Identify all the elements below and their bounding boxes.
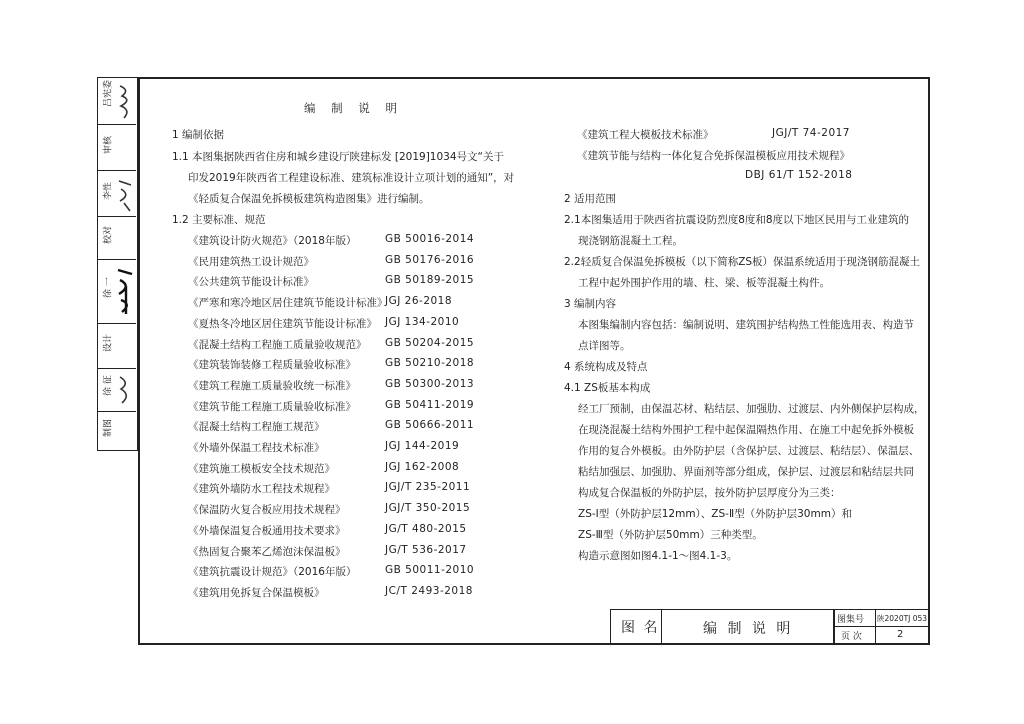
signature-image xyxy=(116,175,134,215)
paragraph-line: 印发2019年陕西省工程建设标准、建筑标准设计立项计划的通知”，对 xyxy=(188,172,515,184)
paragraph-line: 1.1 本图集据陕西省住房和城乡建设厅陕建标发 [2019]1034号文“关于 xyxy=(172,151,504,163)
standard-name: 《混凝土结构工程施工质量验收规范》 xyxy=(188,338,367,351)
standard-name: 《公共建筑节能设计标准》 xyxy=(188,276,314,289)
standard-name: 《民用建筑热工设计规范》 xyxy=(188,255,314,268)
paragraph-line: ZS-Ⅲ型（外防护层50mm）三种类型。 xyxy=(578,529,763,541)
approval-cell-check xyxy=(98,125,136,171)
paragraph-line: 粘结加强层、加强肋、界面剂等部分组成，保护层、过渡层和粘结层共同 xyxy=(578,466,914,478)
standard-code: JC/T 2493-2018 xyxy=(385,584,473,597)
standard-code: GB 50210-2018 xyxy=(385,357,475,370)
standard-code: JGJ 134-2010 xyxy=(385,315,460,328)
paragraph-line: 点详图等。 xyxy=(578,340,631,352)
paragraph-line: 《轻质复合保温免拆模板建筑构造图集》进行编制。 xyxy=(188,193,430,205)
atlas-number: 陕2020TJ 053 xyxy=(877,614,928,623)
standard-name: 《建筑外墙防水工程技术规程》 xyxy=(188,483,335,496)
standard-code: JG/T 536-2017 xyxy=(385,543,467,556)
standard-name: 《建筑抗震设计规范》（2016年版） xyxy=(188,566,357,579)
approval-label: 审核 xyxy=(103,135,114,154)
standard-name: 《建筑节能与结构一体化复合免拆保温模板应用技术规程》 xyxy=(577,150,850,162)
drawing-name-label: 图 名 xyxy=(621,620,660,636)
signature-image xyxy=(116,264,134,320)
approval-cell-design xyxy=(98,324,136,369)
approval-cell-designer xyxy=(98,369,136,412)
paragraph-line: 2.2轻质复合保温免拆模板（以下简称ZS板）保温系统适用于现浇钢筋混凝土 xyxy=(564,256,921,268)
section-heading: 4.1 ZS板基本构成 xyxy=(564,382,651,394)
standard-name: 《外墙保温复合板通用技术要求》 xyxy=(188,524,346,537)
approval-label: 设计 xyxy=(103,333,114,352)
approval-cell-approver xyxy=(98,260,136,324)
approval-cell-proof xyxy=(98,217,136,260)
section-heading: 4 系统构成及特点 xyxy=(564,361,648,373)
approval-cell-drawing xyxy=(98,412,136,450)
standard-code: GB 50011-2010 xyxy=(385,564,475,577)
standard-code: JGJ 144-2019 xyxy=(385,440,460,452)
drawing-title: 编 制 说 明 xyxy=(703,621,794,637)
standard-code: GB 50666-2011 xyxy=(385,419,475,432)
standard-name: 《夏热冬冷地区居住建筑节能设计标准》 xyxy=(188,317,377,330)
approval-cell-reviewer xyxy=(98,78,136,125)
paragraph-line: 构成复合保温板的外防护层，按外防护层厚度分为三类： xyxy=(578,487,841,499)
standard-name: 《严寒和寒冷地区居住建筑节能设计标准》 xyxy=(188,297,388,310)
page-title: 编 制 说 明 xyxy=(304,101,403,115)
standard-code: GB 50016-2014 xyxy=(385,233,475,245)
standard-code: JGJ/T 350-2015 xyxy=(385,502,471,515)
title-block xyxy=(610,609,928,643)
standard-name: 《建筑设计防火规范》（2018年版） xyxy=(188,235,357,247)
section-heading: 3 编制内容 xyxy=(564,298,617,310)
signature-image xyxy=(116,373,134,409)
standard-code: JG/T 480-2015 xyxy=(385,522,467,535)
standard-code: GB 50204-2015 xyxy=(385,336,475,349)
standard-name: 《建筑节能工程施工质量验收标准》 xyxy=(188,400,356,413)
approval-label: 徐 一 xyxy=(103,276,114,298)
standard-code: DBJ 61/T 152-2018 xyxy=(745,169,853,181)
paragraph-line: 2.1本图集适用于陕西省抗震设防烈度8度和8度以下地区民用与工业建筑的 xyxy=(564,214,910,226)
section-heading: 1.2 主要标准、规范 xyxy=(172,214,266,226)
page-number: 2 xyxy=(897,629,904,640)
standard-code: GB 50189-2015 xyxy=(385,274,475,287)
approval-label: 徐 征 xyxy=(103,375,114,396)
approval-strip xyxy=(97,77,138,451)
standard-name: 《建筑工程大模板技术标准》 xyxy=(577,129,714,141)
paragraph-line: 经工厂预制，由保温芯材、粘结层、加强肋、过渡层、内外侧保护层构成， xyxy=(578,403,925,415)
standard-name: 《外墙外保温工程技术标准》 xyxy=(188,442,325,454)
standard-name: 《建筑工程施工质量验收统一标准》 xyxy=(188,379,356,392)
standard-code: JGJ 26-2018 xyxy=(385,295,453,308)
paragraph-line: 在现浇混凝土结构外围护工程中起保温隔热作用、在施工中起免拆外模板 xyxy=(578,424,914,436)
paragraph-line: ZS-Ⅰ型（外防护层12mm）、ZS-Ⅱ型（外防护层30mm）和 xyxy=(578,508,852,520)
approval-label: 李性 xyxy=(103,181,114,200)
signature-image xyxy=(116,82,134,122)
standard-code: JGJ/T 235-2011 xyxy=(385,481,471,494)
paragraph-line: 构造示意图如图4.1-1～图4.1-3。 xyxy=(578,550,738,562)
standard-name: 《建筑施工模板安全技术规范》 xyxy=(188,462,335,475)
page-number-label: 页 次 xyxy=(841,632,862,642)
approval-label: 吕宪委 xyxy=(103,79,114,107)
approval-label: 校对 xyxy=(103,225,114,244)
approval-cell-leader xyxy=(98,171,136,217)
standard-name: 《保温防火复合板应用技术规程》 xyxy=(188,504,346,517)
standard-code: GB 50176-2016 xyxy=(385,253,475,266)
standard-name: 《混凝土结构工程施工规范》 xyxy=(188,421,325,434)
standard-name: 《热固复合聚苯乙烯泡沫保温板》 xyxy=(188,545,346,558)
standard-code: GB 50300-2013 xyxy=(385,377,475,390)
standard-code: GB 50411-2019 xyxy=(385,398,475,411)
paragraph-line: 作用的复合外模板。由外防护层（含保护层、过渡层、粘结层）、保温层、 xyxy=(578,445,920,457)
standard-code: JGJ/T 74-2017 xyxy=(772,127,850,139)
section-heading: 2 适用范围 xyxy=(564,193,617,205)
paragraph-line: 本图集编制内容包括：编制说明、建筑围护结构热工性能选用表、构造节 xyxy=(578,319,914,331)
paragraph-line: 工程中起外围护作用的墙、柱、梁、板等混凝土构件。 xyxy=(578,277,830,289)
section-heading: 1 编制依据 xyxy=(172,129,225,141)
standard-name: 《建筑装饰装修工程质量验收标准》 xyxy=(188,359,356,372)
atlas-number-label: 图集号 xyxy=(837,615,865,625)
standard-name: 《建筑用免拆复合保温模板》 xyxy=(188,586,325,599)
paragraph-line: 现浇钢筋混凝土工程。 xyxy=(578,235,683,247)
approval-label: 制图 xyxy=(103,418,114,437)
standard-code: JGJ 162-2008 xyxy=(385,460,460,473)
